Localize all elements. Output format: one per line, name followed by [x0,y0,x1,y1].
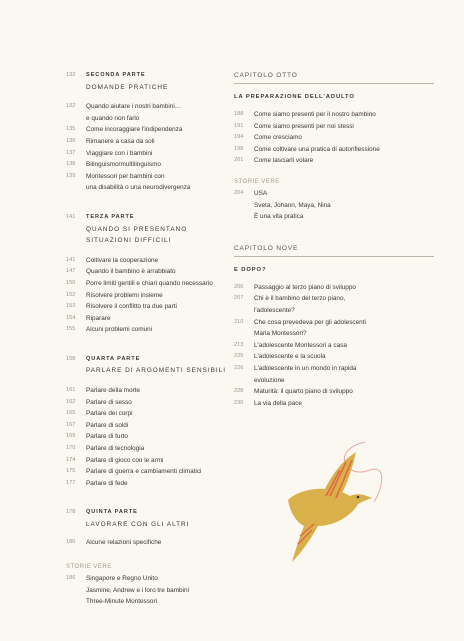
page-number: 180 [66,538,76,545]
toc-entry [66,266,234,278]
page-number: 198 [234,145,244,152]
part-five-items [66,537,234,549]
part-two-heading [66,70,234,93]
entry-title-line: Parlare dei corpi [86,410,133,418]
entry-title-line: Porre limiti gentili e chiari quando necessario [86,279,213,287]
entry-title-line: La via della pace [254,399,302,407]
page-number: 141 [66,213,76,220]
entry-title-line: Risolvere problemi insieme [86,291,163,299]
page-number: 158 [66,355,76,362]
page-number: 170 [66,445,76,452]
entry-title-line: Coltivare la cooperazione [86,256,159,264]
page-number: 165 [66,410,76,417]
toc-entry [234,155,434,167]
toc-entry [66,290,234,302]
toc-entry [66,478,234,490]
toc-entry [66,124,234,136]
part-title: TERZA PARTE [86,213,135,220]
toc-entry [234,144,434,156]
entry-title-line: Parlare di gioco con le armi [86,456,164,464]
page-number: 154 [66,314,76,321]
page-number: 228 [234,388,244,395]
page-number: 201 [234,157,244,164]
chapter-eight-label: CAPITOLO OTTO [234,70,434,84]
page-number: 178 [66,509,76,516]
toc-entry [66,148,234,160]
entry-title-line: Come cresciamo [254,134,302,142]
toc-entry [66,455,234,467]
page-number: 135 [66,126,76,133]
page-number: 175 [66,468,76,475]
entry-title-line: Parlare di fede [86,479,128,487]
entry-title-line: Parlare della morte [86,387,140,395]
entry-title-line: Parlare di tecnologia [86,445,145,453]
entry-title-line: Come coltivare una pratica di autoriflessione [254,145,380,153]
page-number: 225 [234,353,244,360]
stories-entry [234,188,434,223]
part-title: QUINTA PARTE [86,509,138,516]
toc-entry [66,171,234,194]
toc-entry [66,397,234,409]
entry-title-line: una disabilità o una neurodivergenza [86,184,191,192]
stories-label: STORIE VERE [66,564,112,571]
entry-title-line: Quando il bambino è arrabbiato [86,268,176,276]
story-line: È una vita pratica [254,213,304,221]
entry-title-line: Maria Montessori? [254,330,307,338]
page-number: 150 [66,279,76,286]
toc-entry [66,101,234,124]
toc-entry [66,301,234,313]
page-number: 162 [66,398,76,405]
page-number: 226 [234,364,244,371]
entry-title-line: L'adolescente in un mondo in rapida [254,364,357,372]
toc-entry [234,282,434,294]
entry-title-line: Rimanere a casa da soli [86,137,155,145]
page-number: 206 [234,283,244,290]
entry-title-line: Risolvere il conflitto tra due parti [86,303,177,311]
part-four-heading [66,354,234,377]
page-number: 174 [66,456,76,463]
toc-entry [66,159,234,171]
page-number: 132 [66,72,76,78]
entry-title-line: Maturità: il quarto piano di sviluppo [254,388,353,396]
entry-title-line: Passaggio al terzo piano di sviluppo [254,283,356,291]
toc-entry [66,324,234,336]
entry-title-line: Riparare [86,314,111,322]
toc-entry [66,420,234,432]
page-number: 230 [234,399,244,406]
part-subtitle: DOMANDE PRATICHE [86,83,169,91]
entry-title-line: Alcune relazioni specifiche [86,538,162,546]
page-number: 152 [66,291,76,298]
page-number: 177 [66,479,76,486]
entry-title-line: evoluzione [254,376,285,384]
page-number: 138 [66,161,76,168]
toc-entry [66,431,234,443]
toc-entry [66,537,234,549]
page-number: 141 [66,256,76,263]
stories-entry [66,573,234,608]
part-title: QUARTA PARTE [86,355,141,362]
entry-title-line: L'adolescente e la scuola [254,353,326,361]
chapter-eight-title: LA PREPARAZIONE DELL'ADULTO [234,94,355,100]
page-number: 147 [66,268,76,275]
entry-title-line: Come incoraggiare l'indipendenza [86,126,183,134]
part-five-heading [66,507,234,530]
toc-entry [234,109,434,121]
entry-title-line: Parlare di sesso [86,398,132,406]
entry-title-line: Montessori per bambini con [86,172,165,180]
toc-entry [66,466,234,478]
page-number: 136 [66,137,76,144]
story-line: Singapore e Regno Unito [86,575,158,583]
toc-entry [66,443,234,455]
entry-title-line: l'adolescente? [254,306,295,314]
chapter-nine-items [234,282,434,410]
page-number: 207 [234,295,244,302]
entry-title-line: Come siamo presenti per il nostro bambino [254,111,376,118]
toc-entry [234,351,434,363]
toc-entry [234,386,434,398]
toc-entry [234,121,434,133]
page-number: 132 [66,103,76,110]
chapter-nine-label: CAPITOLO NOVE [234,243,434,257]
toc-entry [234,317,434,340]
part-subtitle: PARLARE DI ARGOMENTI SENSIBILI [86,367,226,375]
page-number: 191 [234,122,244,129]
chapter-eight-items [234,109,434,167]
entry-title-line: Come lasciarli volare [254,157,314,165]
part-subtitle-line: SITUAZIONI DIFFICILI [86,237,172,245]
entry-title-line: Che cosa prevedeva per gli adolescenti [254,318,366,326]
page-number: 139 [66,172,76,179]
page-number: 188 [234,111,244,117]
part-subtitle-line: QUANDO SI PRESENTANO [86,225,188,233]
entry-title-line: Quando aiutare i nostri bambini… [86,103,182,111]
part-three-items [66,255,234,336]
entry-title-line: Chi è il bambino del terzo piano, [254,295,346,303]
entry-title-line: Parlare di guerra e cambiamenti climatici [86,468,202,476]
part-title: SECONDA PARTE [86,72,146,78]
stories-label: STORIE VERE [234,178,280,185]
toc-entry [66,313,234,325]
page-number: 137 [66,149,76,156]
toc-left-column [66,70,234,608]
page-number: 153 [66,303,76,310]
entry-title-line: e quando non farlo [86,114,140,122]
page-number: 167 [66,421,76,428]
page-number: 186 [66,575,76,582]
toc-entry [234,132,434,144]
page-number: 204 [234,189,244,196]
toc-entry [234,398,434,410]
page-number: 169 [66,433,76,440]
entry-title-line: Bilinguismo/multilinguismo [86,161,161,169]
page-number: 194 [234,134,244,141]
toc-entry [66,408,234,420]
story-line: Sveta, Johann, Maya, Nina [254,201,331,209]
page-number: 155 [66,326,76,333]
toc-entry [66,385,234,397]
story-line: USA [254,189,268,197]
toc-entry [66,255,234,267]
entry-title-line: Parlare di soldi [86,421,129,429]
toc-entry [66,278,234,290]
page-number: 213 [234,341,244,348]
page-number: 210 [234,318,244,325]
toc-entry [66,136,234,148]
toc-entry [234,293,434,316]
entry-title-line: Come siamo presenti per noi stessi [254,122,354,130]
part-subtitle: LAVORARE CON GLI ALTRI [86,521,190,528]
part-three-heading [66,212,234,247]
chapter-nine-title: E DOPO? [234,266,267,273]
entry-title-line: Viaggiare con i bambini [86,149,153,157]
story-line: Three-Minute Montessori [86,598,158,606]
toc-entry [234,340,434,352]
entry-title-line: Parlare di furto [86,433,128,441]
story-line: Jasmine, Andrew e i loro tre bambini [86,586,190,594]
toc-right-column [234,70,434,409]
toc-entry [234,363,434,386]
part-two-items [66,101,234,194]
bird-illustration-icon [270,440,400,570]
entry-title-line: Alcuni problemi comuni [86,326,153,334]
page-number: 161 [66,387,76,394]
entry-title-line: L'adolescente Montessori a casa [254,341,347,349]
part-four-items [66,385,234,489]
bird-eye [357,496,360,499]
